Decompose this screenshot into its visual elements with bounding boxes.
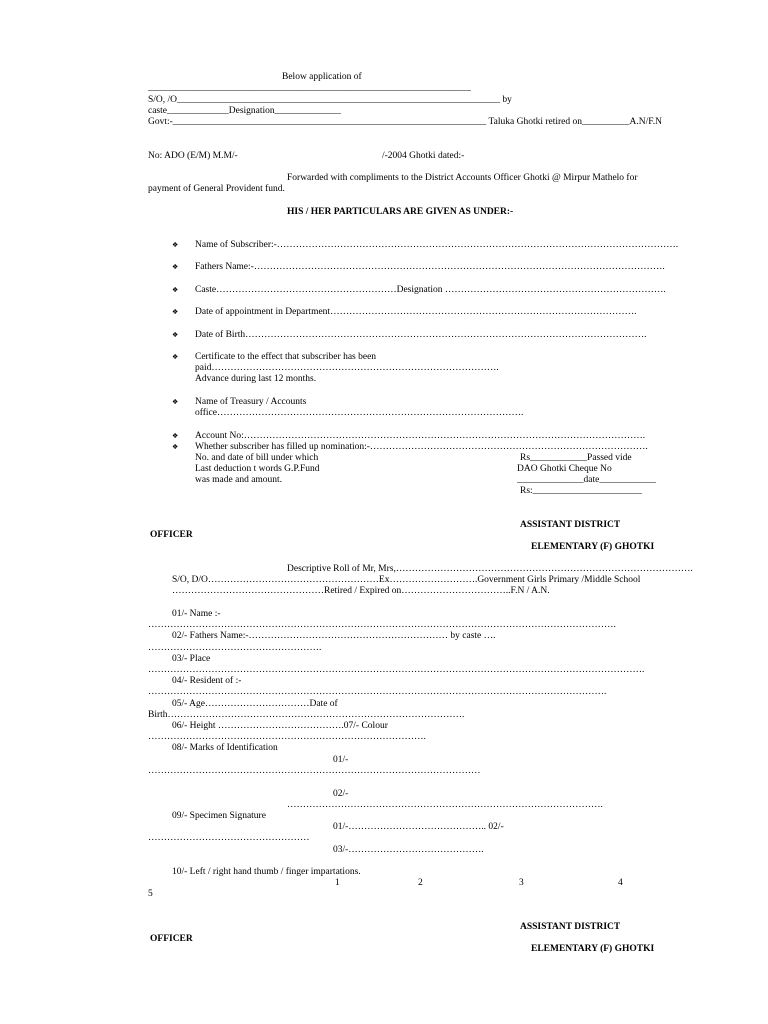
roll-birth-line: Birth………………………………………………………………………………….: [148, 710, 465, 720]
roll-name-field: 01/- Name :-: [172, 609, 221, 619]
caste-designation-field: ❖ Caste…………………………………………………Designation …………………………………………………………….: [195, 285, 666, 296]
treasury-field: ❖ Name of Treasury / Accounts: [195, 397, 306, 408]
descriptive-roll-line-2: S/O, D/O………………………………………………Ex……………………….Government Girls Primary /Middle School: [172, 575, 641, 585]
reference-number: No: ADO (E/M) M.M/-: [148, 151, 238, 161]
reference-date: /-2004 Ghotki dated:-: [382, 151, 465, 161]
thumb-label-2: 2: [418, 878, 423, 888]
roll-thumb-impressions-field: 10/- Left / right hand thumb / finger impartations.: [172, 867, 361, 877]
thumb-label-5: 5: [148, 889, 153, 899]
bill-line-1: No. and date of bill under which: [195, 453, 319, 463]
certificate-field: ❖ Certificate to the effect that subscriber has been: [195, 352, 376, 363]
signature-office-1: ELEMENTARY (F) GHOTKI: [531, 542, 655, 552]
nomination-field: ❖ Whether subscriber has filled up nomination:-…………………………………………………………………………….: [195, 442, 648, 453]
son-of-line: S/O, /O____________________________________________________________________ by: [148, 95, 512, 105]
appointment-date-field: ❖ Date of appointment in Department…………………………………………………………………………………….: [195, 307, 636, 318]
roll-signature-dots: ……………………………………………: [148, 833, 310, 843]
forwarding-line-1: Forwarded with compliments to the District Accounts Officer Ghotki @ Mirpur Mathelo for: [287, 173, 638, 183]
bill-line-3: was made and amount.: [195, 475, 283, 485]
signature-officer-1: OFFICER: [150, 530, 193, 540]
signature-title-1: ASSISTANT DISTRICT: [520, 520, 621, 530]
roll-place-dots: ………………………………………………………………………………………………………………………………………….: [148, 665, 645, 675]
certificate-paid-line: paid……………………………………………………………………………….: [195, 363, 499, 373]
govt-retired-line: Govt:-__________________________________________________________________ Taluka Ghotki retired on__________A.N/F.N: [148, 117, 663, 127]
roll-identification-02: 02/-: [333, 789, 349, 799]
roll-signature-03: 03/-…………………………………….: [333, 845, 484, 855]
forwarding-line-2: payment of General Provident fund.: [148, 184, 285, 194]
cheque-date-line: ______________date____________: [517, 475, 657, 485]
roll-identification-field: 08/- Marks of Identification: [172, 743, 278, 753]
caste-designation-line: caste_____________Designation______________: [148, 106, 342, 116]
roll-place-field: 03/- Place: [172, 654, 211, 664]
birth-date-field: ❖ Date of Birth……………………………………………………………………………………………………………….: [195, 330, 647, 341]
roll-identification-02-dots: ……………………………………………………………………………………….: [287, 800, 603, 810]
descriptive-roll-line-1: Descriptive Roll of Mr, Mrs,………………………………………………………………………………….: [287, 564, 693, 574]
subscriber-name-field: ❖ Name of Subscriber:-……………………………………………………………………………………………………………….: [195, 240, 678, 251]
account-number-field: ❖ Account No:……………………………………………………………………………………………………………….: [195, 431, 645, 442]
signature-office-2: ELEMENTARY (F) GHOTKI: [531, 944, 655, 954]
signature-officer-2: OFFICER: [150, 934, 193, 944]
dao-cheque-number: DAO Ghotki Cheque No: [517, 464, 612, 474]
roll-fathers-name-field: 02/- Fathers Name:-……………………………………………………… by caste ….: [172, 631, 496, 641]
signature-title-2: ASSISTANT DISTRICT: [520, 922, 621, 932]
fathers-name-field: ❖ Fathers Name:-………………………………………………………………………………………………………………….: [195, 262, 665, 273]
thumb-label-4: 4: [618, 878, 623, 888]
roll-identification-01: 01/-: [333, 755, 349, 765]
rs-passed-vide: Rs____________Passed vide: [520, 453, 632, 463]
bill-line-2: Last deduction t words G.P.Fund: [195, 464, 320, 474]
thumb-label-1: 1: [335, 878, 340, 888]
treasury-office-line: office…………………………………………………………………………………….: [195, 408, 524, 418]
roll-name-dots: ………………………………………………………………………………………………………………………………….: [148, 620, 616, 630]
application-title: Below application of: [282, 72, 362, 82]
particulars-heading: HIS / HER PARTICULARS ARE GIVEN AS UNDER:-: [287, 207, 514, 217]
roll-fathers-name-dots: ……………………………………………….: [148, 643, 322, 653]
certificate-advance-line: Advance during last 12 months.: [195, 374, 317, 384]
roll-resident-dots: ……………………………………………………………………………………………………………………………….: [148, 687, 607, 697]
roll-height-colour-field: 06/- Height ………………………………….07/- Colour: [172, 721, 388, 731]
thumb-label-3: 3: [519, 878, 524, 888]
roll-resident-field: 04/- Resident of :-: [172, 676, 242, 686]
roll-signature-01-02: 01/-…………………………………….. 02/-: [333, 822, 504, 832]
roll-age-field: 05/- Age……………………………Date of: [172, 699, 338, 709]
roll-height-dots: …………………………………………………………………………….: [148, 732, 426, 742]
rs-amount-line: Rs:_______________________: [520, 486, 642, 496]
roll-specimen-signature-field: 09/- Specimen Signature: [172, 811, 266, 821]
roll-identification-01-dots: ……………………………………………………………………………………………: [148, 766, 481, 776]
applicant-blank-line: ____________________________________________________________________: [148, 83, 471, 93]
descriptive-roll-line-3: …………………………………………Retired / Expired on……………………………..F.N / A.N.: [172, 586, 550, 596]
